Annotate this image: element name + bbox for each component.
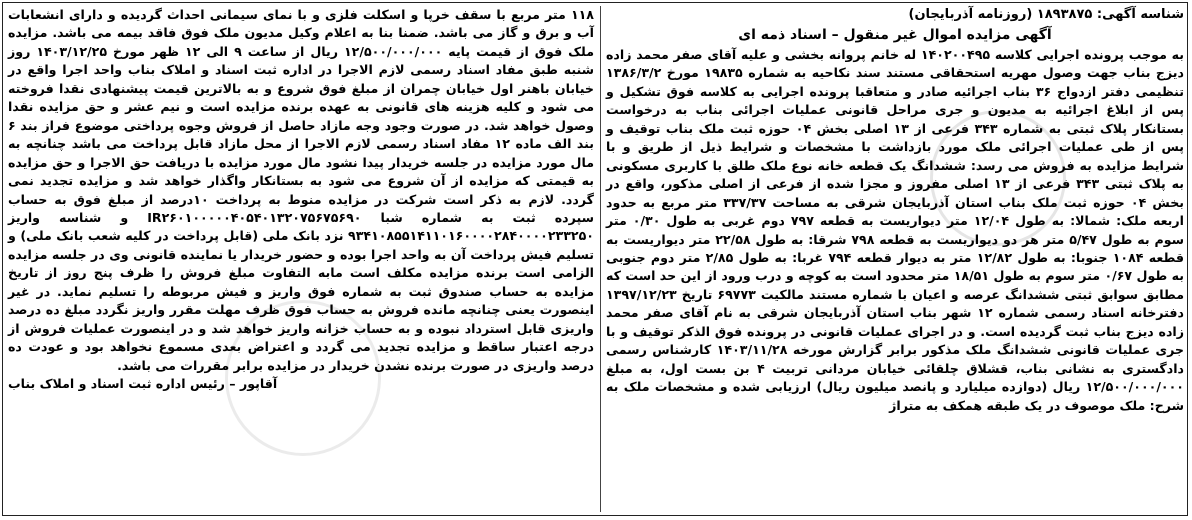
right-column-text: به موجب پرونده اجرایی کلاسه ۱۴۰۲۰۰۴۹۵ له خانم پروانه بخشی و علیه آقای صفر محمد زاده دیزج بناب جهت وصول مهریه استحقاقی مستند سند نکاحیه به شماره ۱۹۸۳۵ مورخ ۱۳۸۶/۳/۲ تنظیمی دفتر ازدواج ۳۶ بناب اجرائیه صادر و متعاقبا پرونده اجرایی به کلاسه فوق تشکیل و پس از ابلاغ اجرائیه به مدیون و جری مراحل قانونی عملیات اجرائی بناب به درخواست بستانکار پلاک ثبتی به شماره ۳۴۳ فرعی از ۱۳ اصلی بخش ۰۴ حوزه ثبت ملک بناب توقیف و پس از طی عملیات اجرائی ملک مورد بازداشت با مشخصات و شرایط ذیل از طریق و با شرایط مزایده به فروش می رسد: ششدانگ یک قطعه خانه نوع ملک طلق با کاربری مسکونی به پلاک ثبتی ۳۴۳ فرعی از ۱۳ اصلی مفروز و مجزا شده از فرعی از اصلی مذکور، واقع در بخش ۰۴ حوزه ثبت ملک بناب استان آذربایجان شرقی به مساحت ۳۳۷/۳۷ متر مربع به حدود اربعه ملک: شمالا: به طول ۱۲/۰۴ متر دیواریست به قطعه ۷۹۷ دوم غربی به طول ۰/۳۰ متر سوم به طول ۵/۴۷ متر هر دو دیواریست به قطعه ۷۹۸ شرقا: به طول ۲۲/۵۸ متر دیواریست به قطعه ۱۰۸۴ جنوبا: به طول ۱۲/۸۲ متر به دیوار قطعه ۷۹۴ غربا: به طول ۲/۸۵ متر دوم جنوبی به طول ۰/۶۷ متر سوم به طول ۱۸/۵۱ متر محدود است به کوچه و درب ورود از این حد است که مطابق سوابق ثبتی ششدانگ عرصه و اعیان با شماره مستند مالکیت ۶۹۷۷۳ تاریخ ۱۳۹۷/۱۲/۲۳ دفترخانه اسناد رسمی شماره ۱۲ شهر بناب استان آذربایجان شرقی به نام آقای صفر محمد زاده دیزج بناب ثبت گردیده است. و در اجرای عملیات قانونی در پرونده فوق الذکر توقیف و با جری عملیات قانونی ششدانگ ملک مذکور برابر گزارش مورخه ۱۴۰۳/۱۱/۲۸ کارشناس رسمی دادگستری به نشانی بناب، قشلاق چلقائی خیابان مردانی تربیت ۴ بن بست اول، به مبلغ ۱۲/۵۰۰/۰۰۰/۰۰۰ ریال (دوازده میلیارد و پانصد میلیون ریال) ارزیابی شده و مشخصات ملک به شرح: ملک موصوف در یک طبقه همکف به متراژ [606, 47, 1185, 413]
left-column-text: ۱۱۸ متر مربع با سقف خرپا و اسکلت فلزی و با نمای سیمانی احداث گردیده و دارای انشعابات آب و برق و گاز می باشد. ضمنا بنا به اعلام وکیل مدیون ملک فوق فاقد بیمه می باشد. مزایده ملک فوق از قیمت پایه ۱۲/۵۰۰/۰۰۰/۰۰۰ ریال از ساعت ۹ الی ۱۲ ظهر مورخ ۱۴۰۳/۱۲/۲۵ روز شنبه طبق مفاد اسناد رسمی لازم الاجرا در اداره ثبت اسناد و املاک بناب واحد اجرا واقع در خیابان باهنر اول خیابان چمران از مبلغ فوق شروع و به بالاترین قیمت پیشنهادی نقدا فروخته می شود و کلیه هزینه های قانونی به عهده برنده مزایده است و نیم عشر و حق مزایده نقدا وصول خواهد شد. در صورت وجود وجه مازاد حاصل از فروش وجوه پرداختی موضوع فراز بند ۶ بند الف ماده ۱۲ مفاد اسناد رسمی لازم الاجرا از محل مازاد قابل پرداخت می باشد چنانچه به مال مورد مزایده در جلسه خریدار پیدا نشود مال مورد مزایده با دریافت حق الاجرا و حق مزایده به قیمتی که مزایده از آن شروع می شود به بستانکار واگذار خواهد شد و مزایده تجدید نمی گردد. لازم به ذکر است شرکت در مزایده منوط به پرداخت ۱۰درصد از مبلغ فوق به حساب سپرده ثبت به شماره شبا IR۲۶۰۱۰۰۰۰۰۴۰۵۴۰۱۳۲۰۷۵۶۷۵۶۹۰ و شناسه واریز ۹۳۴۱۰۸۵۵۱۴۱۱۰۱۶۰۰۰۰۲۸۴۰۰۰۰۲۳۳۲۵۰ نزد بانک ملی (قابل پرداخت در کلیه شعب بانک ملی) و تسلیم فیش پرداخت آن به واحد اجرا بوده و حضور خریدار یا نماینده قانونی وی در جلسه مزایده الزامی است برنده مزایده مکلف است مابه التفاوت مبلغ فروش را ظرف پنج روز از تاریخ مزایده به حساب صندوق ثبت به شماره فوق واریز و فیش مربوطه را تسلیم نماید. در غیر اینصورت یعنی چنانچه مانده فروش به حساب فوق ظرف مهلت مقرر واریز نگردد مبلغ ده درصد واریزی قابل استرداد نبوده و به حساب خزانه واریز خواهد شد و در اینصورت عملیات فروش از درجه اعتبار ساقط و مزایده تجدید می گردد و اعتراض بعدی مسموع نخواهد بود و عودت ده درصد واریزی در صورت برنده نشدن خریدار در مزایده برابر مقررات می باشد. [8, 7, 595, 373]
notice-id-line: شناسه آگهی: ۱۸۹۳۸۷۵ (روزنامه آذربایجان) [908, 7, 1184, 22]
signature: آقاپور – رئیس اداره ثبت اسناد و املاک بناب [8, 376, 278, 392]
ad-title: آگهی مزایده اموال غیر منقول – اسناد ذمه ای [738, 27, 1052, 43]
column-divider [600, 6, 601, 512]
right-column [606, 6, 1184, 415]
left-column [8, 6, 594, 394]
